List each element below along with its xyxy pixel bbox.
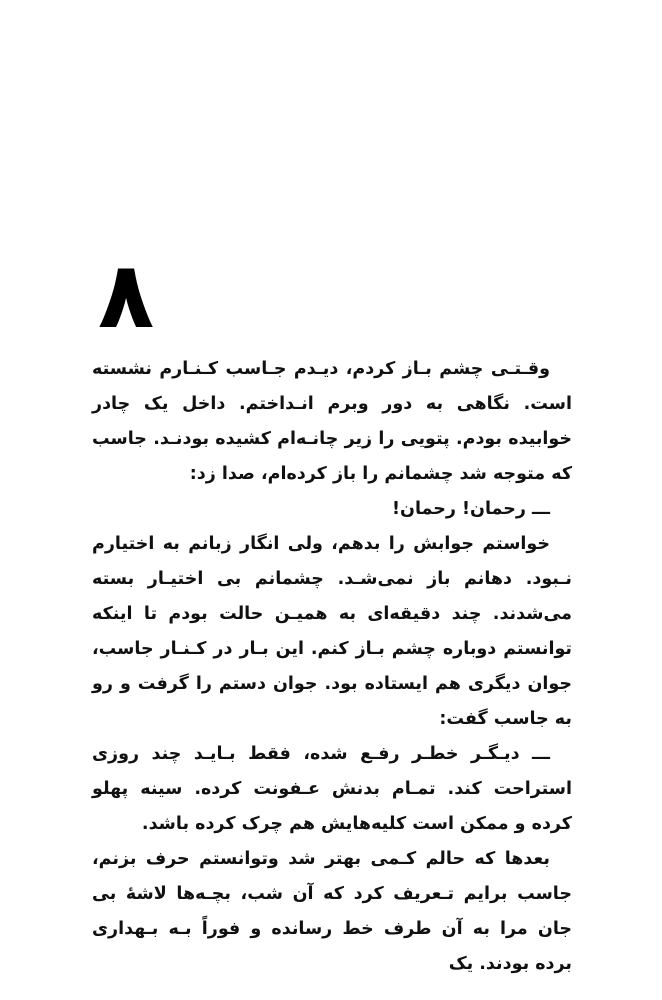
body-text bbox=[92, 352, 572, 982]
paragraph-dialogue-1: ـــ رحمان! رحمان! bbox=[392, 499, 550, 519]
paragraph-3: بعدها که حالم کـمی بهتر شد وتوانستم حرف بزنم، جاسب برایم تـعریف کرد که آن شب، بچـه‌ها لاشهٔ بی جان مرا به آن طرف خط رسانده و فوراً بـه بـهداری برده بودند. یک bbox=[92, 849, 572, 974]
chapter-number: ۸ bbox=[98, 242, 155, 349]
paragraph-2: خواستم جوابش را بدهم، ولی انگار زبانم به اختیارم نـبود. دهانم باز نمی‌شـد. چشمانم بی اختیـار بسته می‌شدند. چند دقیقه‌ای به همیـن حالت بودم تا اینکه توانستم دوباره چشم بـاز کنم. این بـار در کـنـار جاسب، جوان دیگری هم ایستاده بود. جوان دستم را گرفت و رو به جاسب گفت: bbox=[92, 534, 572, 729]
paragraph-dialogue-2: ـــ دیـگـر خطـر رفـع شده، فقط بـایـد چند روزی استراحت کند. تمـام بدنش عـفونت کرده. سینه پهلو کرده و ممکن است کلیه‌هایش هم چرک کرده باشد. bbox=[92, 744, 572, 834]
paragraph-1: وقـتـی چشم بـاز کردم، دیـدم جـاسب کـنـارم نشسته است. نگاهی به دور وبرم انـداختم. داخل یک چادر خوابیده بودم. پتویی را زیر چانـه‌ام کشیده بودنـد. جاسب که متوجه شد چشمانم را باز کرده‌ام، صدا زد: bbox=[92, 359, 572, 484]
